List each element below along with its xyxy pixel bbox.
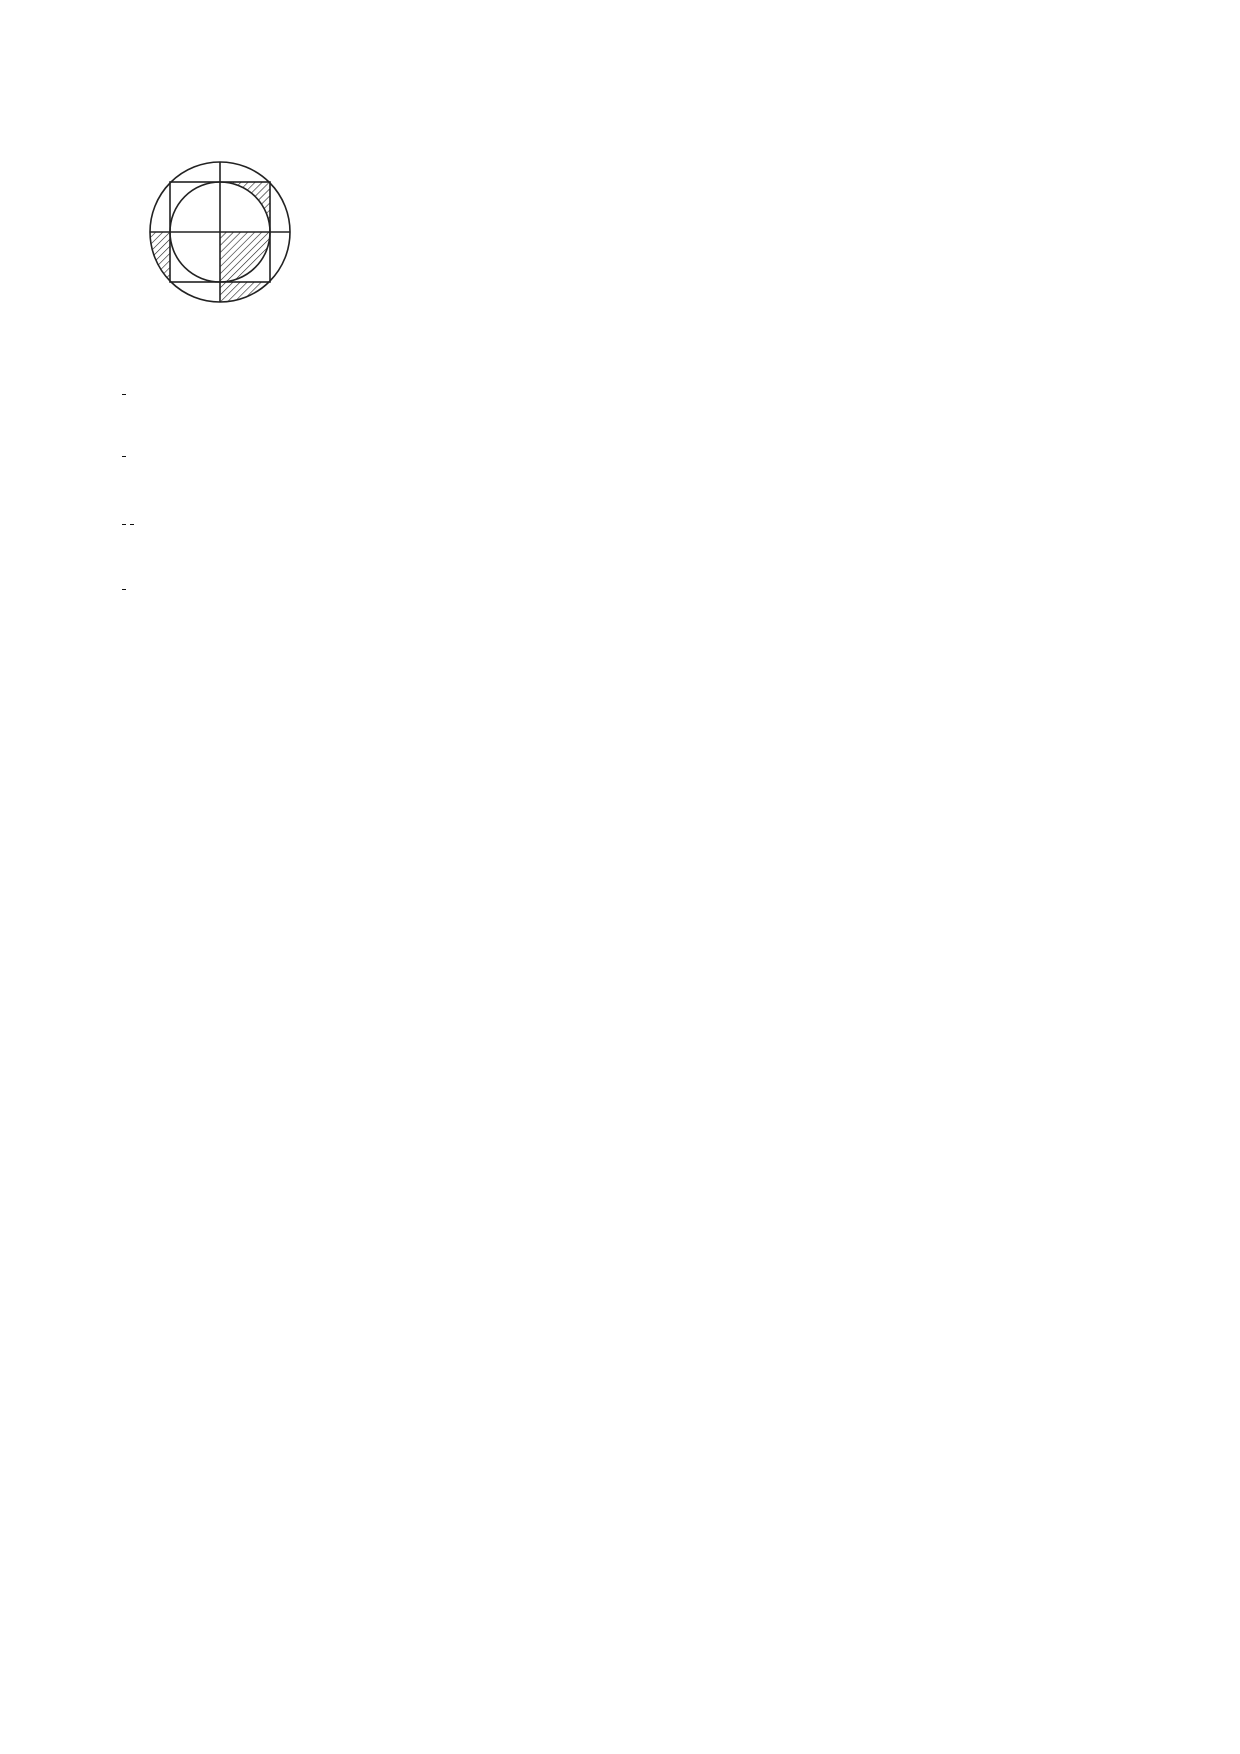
shade-bottom-band xyxy=(220,282,270,302)
fraction-quarter xyxy=(122,589,126,590)
geometry-figure xyxy=(120,126,320,352)
document-page xyxy=(120,118,1130,619)
fraction-quarter xyxy=(122,456,126,457)
shade-left-band xyxy=(150,232,170,312)
solution-step-1 xyxy=(120,424,1130,486)
fraction-four-halves xyxy=(130,524,134,525)
fraction-quarter xyxy=(122,394,126,395)
fenxi-line xyxy=(120,362,1130,424)
solution-step-3 xyxy=(120,486,1130,557)
fraction-quarter xyxy=(122,524,126,525)
dianping-line-2 xyxy=(120,557,1130,619)
